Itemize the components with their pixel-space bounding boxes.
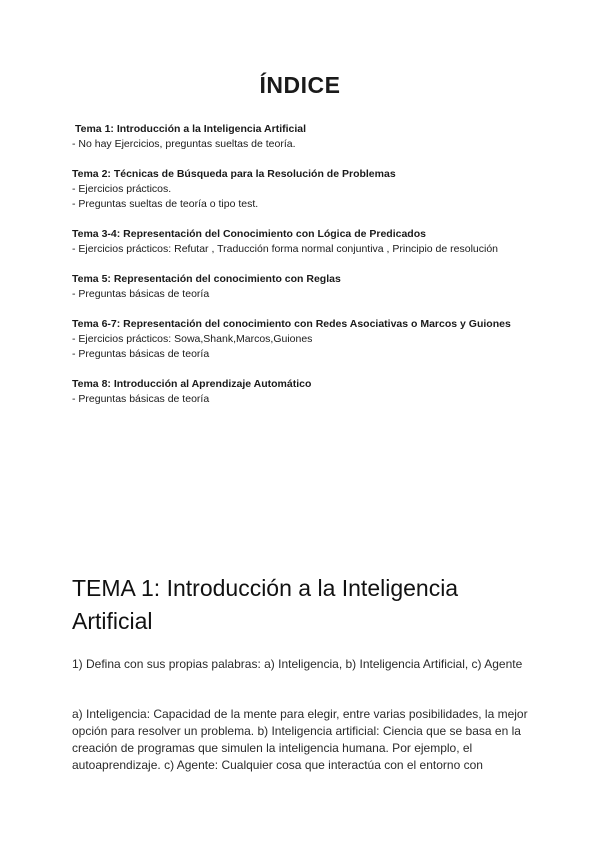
toc-entry-title: Tema 1: Introducción a la Inteligencia Artificial <box>75 123 307 135</box>
toc-entry-title: Tema 2: Técnicas de Búsqueda para la Resolución de Problemas <box>72 168 396 180</box>
toc-entry-item: - Preguntas sueltas de teoría o tipo test. <box>72 198 259 210</box>
toc-entry-tema-3-4 <box>72 227 512 257</box>
answer-paragraph: a) Inteligencia: Capacidad de la mente para elegir, entre varias posibilidades, la mejor opción para resolver un problema. b) Inteligencia artificial: Ciencia que se basa en la creación de programas que simulen la inteligencia humana. Por ejemplo, el autoaprendizaje. c) Agente: Cualquier cosa que interactúa con el entorno con <box>72 707 528 772</box>
table-of-contents <box>72 122 512 422</box>
toc-entry-title: Tema 5: Representación del conocimiento con Reglas <box>72 273 341 285</box>
toc-entry-item: - No hay Ejercicios, preguntas sueltas de teoría. <box>72 138 296 150</box>
question-paragraph: 1) Defina con sus propias palabras: a) Inteligencia, b) Inteligencia Artificial, c) Agente <box>72 657 523 671</box>
toc-entry-tema-8 <box>72 377 512 407</box>
toc-entry-title: Tema 3-4: Representación del Conocimiento con Lógica de Predicados <box>72 228 426 240</box>
toc-entry-item: - Ejercicios prácticos: Sowa,Shank,Marcos,Guiones <box>72 333 313 345</box>
toc-entry-title: Tema 6-7: Representación del conocimiento con Redes Asociativas o Marcos y Guiones <box>72 318 511 330</box>
toc-entry-tema-1 <box>72 122 512 152</box>
toc-entry-tema-2 <box>72 167 512 212</box>
index-title: ÍNDICE <box>259 72 341 98</box>
toc-entry-item: - Preguntas básicas de teoría <box>72 393 210 405</box>
toc-entry-item: - Ejercicios prácticos. <box>72 183 172 195</box>
toc-entry-item: - Preguntas básicas de teoría <box>72 288 210 300</box>
toc-entry-tema-6-7 <box>72 317 512 362</box>
toc-entry-item: - Preguntas básicas de teoría <box>72 348 210 360</box>
chapter-title: TEMA 1: Introducción a la Inteligencia Artificial <box>72 575 459 634</box>
toc-entry-item: - Ejercicios prácticos: Refutar , Traducción forma normal conjuntiva , Principio de resolución <box>72 243 499 255</box>
toc-entry-tema-5 <box>72 272 512 302</box>
toc-entry-title: Tema 8: Introducción al Aprendizaje Automático <box>72 378 312 390</box>
